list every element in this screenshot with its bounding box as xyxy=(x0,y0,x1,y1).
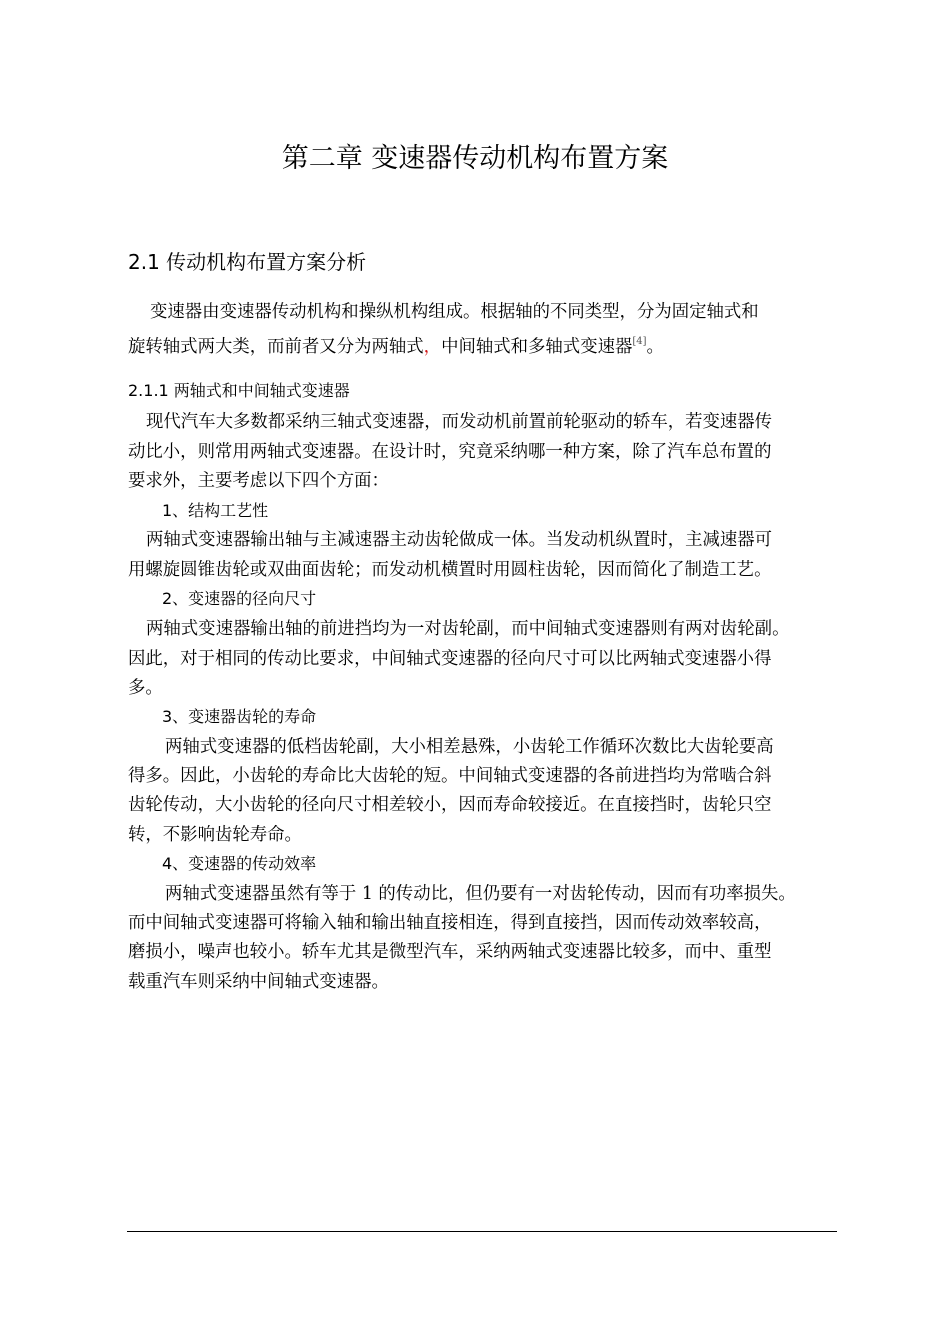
item-4-line-1: 两轴式变速器虽然有等于 1 的传动比，但仍要有一对齿轮传动，因而有功率损失。 xyxy=(165,884,796,904)
footer-rule xyxy=(127,1231,837,1232)
intro-line-2-end: 。 xyxy=(646,337,664,357)
subsection-title: 2.1.1 两轴式和中间轴式变速器 xyxy=(128,381,350,400)
intro-line-1: 变速器由变速器传动机构和操纵机构组成。根据轴的不同类型，分为固定轴式和 xyxy=(150,302,759,322)
item-3-line-2: 得多。因此，小齿轮的寿命比大齿轮的短。中间轴式变速器的各前进挡均为常啮合斜 xyxy=(128,766,772,786)
section-title: 2.1 传动机构布置方案分析 xyxy=(128,250,367,274)
item-3-line-3: 齿轮传动，大小齿轮的径向尺寸相差较小，因而寿命较接近。在直接挡时，齿轮只空 xyxy=(128,795,772,815)
sub-intro-line-3: 要求外，主要考虑以下四个方面： xyxy=(128,471,389,491)
item-1-line-1: 两轴式变速器输出轴与主减速器主动齿轮做成一体。当发动机纵置时，主减速器可 xyxy=(146,530,773,550)
item-4-line-4: 载重汽车则采纳中间轴式变速器。 xyxy=(128,972,389,992)
item-4-line-2: 而中间轴式变速器可将输入轴和输出轴直接相连，得到直接挡，因而传动效率较高， xyxy=(128,913,772,933)
item-2-heading: 2、变速器的径向尺寸 xyxy=(162,589,317,608)
citation-ref[interactable]: [4] xyxy=(632,336,647,347)
item-3-line-1: 两轴式变速器的低档齿轮副，大小相差悬殊，小齿轮工作循环次数比大齿轮要高 xyxy=(165,737,774,757)
item-2-line-3: 多。 xyxy=(128,678,163,698)
item-4-heading: 4、变速器的传动效率 xyxy=(162,854,317,873)
intro-red-comma: ， xyxy=(423,337,442,357)
sub-intro-line-2: 动比小，则常用两轴式变速器。在设计时，究竟采纳哪一种方案，除了汽车总布置的 xyxy=(128,442,772,462)
item-3-line-4: 转，不影响齿轮寿命。 xyxy=(128,825,302,845)
item-2-line-2: 因此，对于相同的传动比要求，中间轴式变速器的径向尺寸可以比两轴式变速器小得 xyxy=(128,649,772,669)
item-1-heading: 1、结构工艺性 xyxy=(162,501,269,520)
intro-line-2-text-a: 旋转轴式两大类，而前者又分为两轴式 xyxy=(128,337,424,357)
sub-intro-line-1: 现代汽车大多数都采纳三轴式变速器，而发动机前置前轮驱动的轿车，若变速器传 xyxy=(146,412,773,432)
item-2-line-1: 两轴式变速器输出轴的前进挡均为一对齿轮副，而中间轴式变速器则有两对齿轮副。 xyxy=(146,619,790,639)
item-4-line-3: 磨损小，噪声也较小。轿车尤其是微型汽车，采纳两轴式变速器比较多，而中、重型 xyxy=(128,942,772,962)
intro-line-2 xyxy=(128,331,664,358)
intro-line-2-text-b: 中间轴式和多轴式变速器 xyxy=(441,337,633,357)
item-3-heading: 3、变速器齿轮的寿命 xyxy=(162,707,317,726)
chapter-title: 第二章 变速器传动机构布置方案 xyxy=(281,143,669,174)
item-1-line-2: 用螺旋圆锥齿轮或双曲面齿轮；而发动机横置时用圆柱齿轮，因而简化了制造工艺。 xyxy=(128,560,772,580)
